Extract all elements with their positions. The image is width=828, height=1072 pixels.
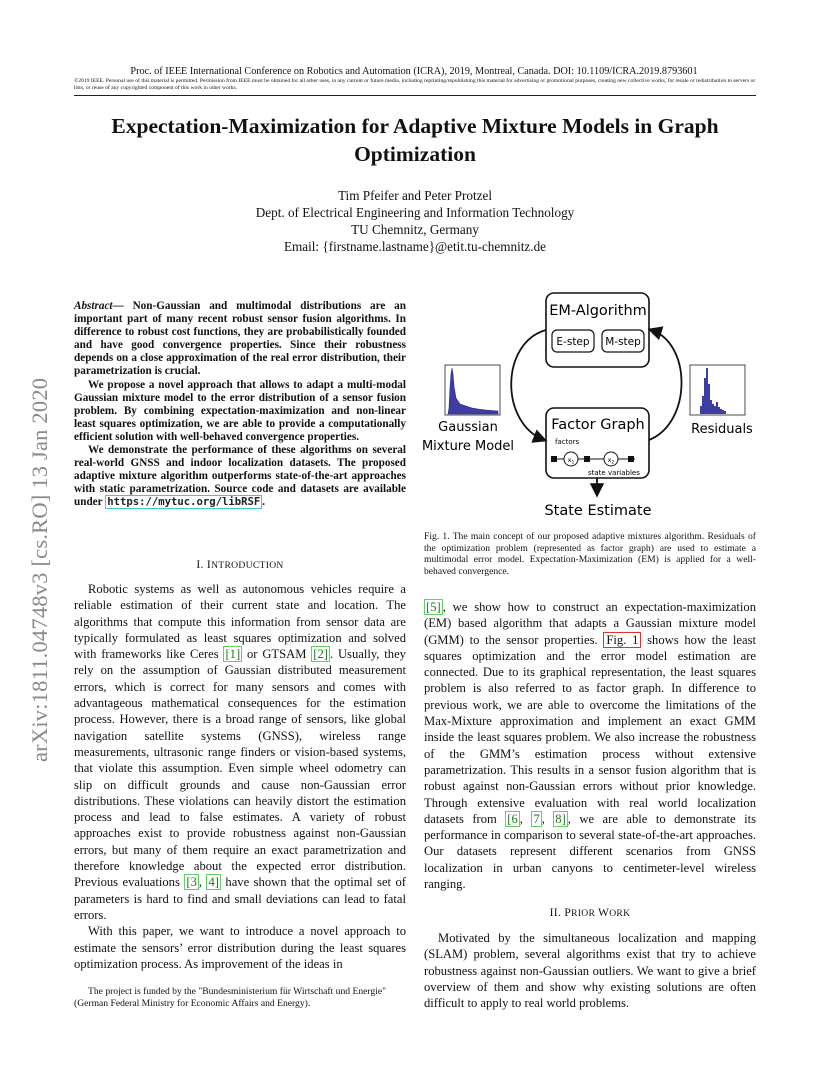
section-cap: P bbox=[564, 906, 572, 919]
footnote: The project is funded by the "Bundesministerium für Wirtschaft und Energie" (German Federal Ministry for Economic Affairs and Energy). bbox=[74, 986, 387, 1009]
m-step-label: M-step bbox=[605, 336, 641, 348]
author-block bbox=[74, 187, 756, 255]
section-rest: RIOR bbox=[571, 908, 598, 919]
factors-label: factors bbox=[555, 438, 580, 446]
citation-6[interactable]: [6 bbox=[507, 811, 518, 826]
section-number: I. bbox=[196, 558, 207, 571]
mixture-model-label: Mixture Model bbox=[421, 439, 515, 454]
header-rule bbox=[74, 95, 756, 96]
e-step-label: E-step bbox=[556, 336, 590, 348]
state-x1: $x_1$ bbox=[567, 456, 575, 466]
paper-title: Expectation-Maximization for Adaptive Mixture Models in Graph Optimization bbox=[111, 114, 719, 166]
section-cap: I bbox=[206, 558, 212, 571]
abstract-end: . bbox=[262, 496, 266, 509]
citation-5[interactable]: [5] bbox=[426, 600, 441, 614]
residuals-label: Residuals bbox=[691, 422, 753, 437]
citation-8[interactable]: 8] bbox=[555, 811, 566, 826]
text-run: Robotic systems as well as autonomous vehicles require a reliable estimation of their current state and location. The algorithms that compute this information from sensor data are typically formulated as least squares optimization and solved with frameworks like Ceres bbox=[74, 582, 406, 662]
em-algorithm-label: EM-Algorithm bbox=[549, 303, 647, 319]
intro-paragraph-2: With this paper, we want to introduce a novel approach to estimate the sensors’ error distribution during the least squares optimization process. As improvement of the ideas in bbox=[74, 924, 406, 971]
text-run: , we are able to demonstrate its performance in comparison to several state-of-the-art approaches. Our datasets represent different scenarios from GNSS localization in urban canyons to centimeter-level wireless ranging. bbox=[424, 811, 756, 892]
right-paragraph-1: [5] , we show how to construct an expectation-maximization (EM) based algorithm that adapts a Gaussian mixture model (GMM) to the sensor properties. Fig. 1 shows how the least squares optimization and the error model estimation are connected. Due to its graphical representation, the least squares problem is also referred to as factor graph. In difference to previous work, we are able to overcome the limitations of the Max-Mixture approximation and implement an exact GMM inside the least squares problem. We also increase the robustness of the GMM’s estimation process without extensive parametrization. This results in a sensor fusion algorithm that is robust against non-Gaussian errors without prior knowledge. Through extensive evaluation with real world localization datasets from [6 , 7 , 8] , we are able to demonstrate its performance in comparison to several state-of-the-art approaches. Our datasets represent different scenarios from GNSS localization in urban canyons to centimeter-level wireless ranging. bbox=[424, 600, 756, 892]
factor-node bbox=[551, 456, 557, 462]
factor-graph-label: Factor Graph bbox=[551, 417, 645, 433]
section-number: II. bbox=[549, 906, 565, 919]
abstract-p1: — Non-Gaussian and multimodal distributions are an important part of many recent robust sensor fusion algorithms. In difference to robust cost functions, they are probabilistically founded and have good convergence properties. Since their robustness depends on a close approximation of the real error distribution, their parametrization is crucial. bbox=[74, 300, 406, 378]
citation-1[interactable]: [1] bbox=[225, 647, 241, 662]
section-rest: NTRODUCTION bbox=[211, 560, 284, 571]
abstract-label: Abstract bbox=[74, 300, 113, 312]
source-code-link[interactable]: https://mytuc.org/libRSF bbox=[107, 496, 261, 509]
factor-node bbox=[584, 456, 590, 462]
abstract-p3: We demonstrate the performance of these algorithms on several real-world GNSS and indoor localization datasets. The proposed adaptive mixture algorithm outperforms state-of-the-art approaches with static parametrization. Source code and datasets are available under bbox=[74, 444, 406, 509]
section-rest: ORK bbox=[609, 908, 631, 919]
text-run: or GTSAM bbox=[247, 647, 307, 662]
state-x2: $x_2$ bbox=[607, 456, 615, 466]
state-estimate-label: State Estimate bbox=[544, 503, 652, 519]
factor-node bbox=[628, 456, 634, 462]
figure-1-reference[interactable]: Fig. 1 bbox=[603, 632, 641, 648]
conference-header: Proc. of IEEE International Conference on Robotics and Automation (ICRA), 2019, Montreal, Canada. DOI: 10.1109/ICRA.2019.8793601 bbox=[130, 66, 698, 77]
copyright-notice: ©2019 IEEE. Personal use of this material is permitted. Permission from IEEE must be obtained for all other uses, in any current or future media, including reprinting/republishing this material for advertising or promotional purposes, creating new collective works, for resale or redistribution to servers or lists, or reuse of any copyrighted component of this work in other works. bbox=[74, 78, 756, 92]
citation-3[interactable]: [3 bbox=[186, 875, 197, 890]
prior-work-body bbox=[424, 930, 756, 1011]
section-heading-introduction bbox=[74, 558, 406, 571]
citation-2[interactable]: [2] bbox=[313, 647, 328, 662]
intro-paragraph-1: Robotic systems as well as autonomous vehicles require a reliable estimation of their current state and location. The algorithms that compute this information from sensor data are typically formulated as least squares optimization and solved with frameworks like Ceres [1] or GTSAM [2] . Usually, they rely on the assumption of Gaussian distributed measurement errors, which is correct for many sensors and comes with advantageous mathematical consequences for the estimation process. However, there is a broad range of sensors, like global navigation satellite systems (GNSS), wireless range measurements, ultrasonic range finders or vision-based systems, that violate this assumption. Even simple wheel odometry can slip on difficult grounds and cause non-Gaussian error distributions. These violations can heavily distort the estimation process and lead to false estimates. A variety of robust approaches exist to provide robustness against non-Gaussian errors, but many of them require an exact parametrization and therefore knowledge about the expected error distribution. Previous evaluations [3 , 4] have shown that the optimal set of parameters is hard to find and small deviations can lead to fatal errors. bbox=[74, 582, 406, 922]
arrow-graph-to-em bbox=[649, 330, 682, 440]
gaussian-label: Gaussian bbox=[438, 420, 498, 435]
text-run: . Usually, they rely on the assumption of Gaussian distributed measurement errors, which is correct for many sensors and comes with advantageous mathematical consequences for the estimation process. However, there is a broad range of sensors, like global navigation satellite systems (GNSS), wireless range measurements, ultrasonic range finders or vision-based systems, that violate this assumption. Even simple wheel odometry can slip on difficult grounds and cause non-Gaussian error distributions. These violations can heavily distort the estimation process and lead to false estimates. A variety of robust approaches exist to provide robustness against non-Gaussian errors, but many of them require an exact parametrization and therefore knowledge about the expected error distribution. Previous evaluations bbox=[74, 647, 406, 890]
right-column-body bbox=[424, 599, 756, 892]
author-department: Dept. of Electrical Engineering and Information Technology bbox=[255, 205, 575, 220]
section-cap: W bbox=[597, 906, 610, 919]
intro-body bbox=[74, 581, 406, 972]
text-run: shows how the least squares optimization and the error model estimation are connected. Due to its graphical representation, the least squares problem is also referred to as factor graph. In difference to previous work, we are able to overcome the limitations of the Max-Mixture approximation and implement an exact GMM inside the least squares problem. We also increase the robustness of the GMM’s estimation process without extensive parametrization. This results in a sensor fusion algorithm that is robust against non-Gaussian errors without prior knowledge. Through extensive evaluation with real world localization datasets from bbox=[424, 632, 756, 826]
author-names: Tim Pfeifer and Peter Protzel bbox=[337, 188, 493, 203]
author-email: Email: {firstname.lastname}@etit.tu-chemnitz.de bbox=[283, 239, 547, 254]
arxiv-stamp: arXiv:1811.04748v3 [cs.RO] 13 Jan 2020 bbox=[27, 377, 52, 762]
abstract bbox=[74, 300, 406, 510]
prior-work-paragraph-1: Motivated by the simultaneous localization and mapping (SLAM) problem, several algorithms exist that try to achieve robustness against non-Gaussian outliers. We want to give a brief overview of them and show why existing solutions are often difficult to apply to real world problems. bbox=[424, 931, 756, 1011]
author-university: TU Chemnitz, Germany bbox=[351, 222, 479, 237]
citation-4[interactable]: 4] bbox=[208, 875, 219, 890]
figure-1-caption: Fig. 1. The main concept of our proposed adaptive mixtures algorithm. Residuals of the optimization problem (represented as factor graph) are used to estimate a multimodal error model. Expectation-Maximization (EM) is applied for a well-behaved convergence. bbox=[424, 531, 756, 577]
section-heading-prior-work bbox=[424, 906, 756, 919]
abstract-p2: We propose a novel approach that allows to adapt a multi-modal Gaussian mixture model to the error distribution of a sensor fusion problem. By combining expectation-maximization and non-linear least squares optimization, we are able to provide a computationally efficient solution with well-behaved convergence properties. bbox=[74, 378, 406, 443]
arrow-em-to-graph bbox=[511, 330, 546, 440]
figure-1-diagram bbox=[420, 288, 765, 524]
state-variables-label: state variables bbox=[588, 469, 640, 477]
citation-7[interactable]: 7 bbox=[533, 811, 540, 826]
text-run: have shown that the optimal set of parameters is hard to find and small deviations can lead to fatal errors. bbox=[74, 875, 406, 922]
text-run: , we show how to construct an expectation-maximization (EM) based algorithm that adapts a Gaussian mixture model (GMM) to the sensor properties. bbox=[424, 600, 756, 647]
